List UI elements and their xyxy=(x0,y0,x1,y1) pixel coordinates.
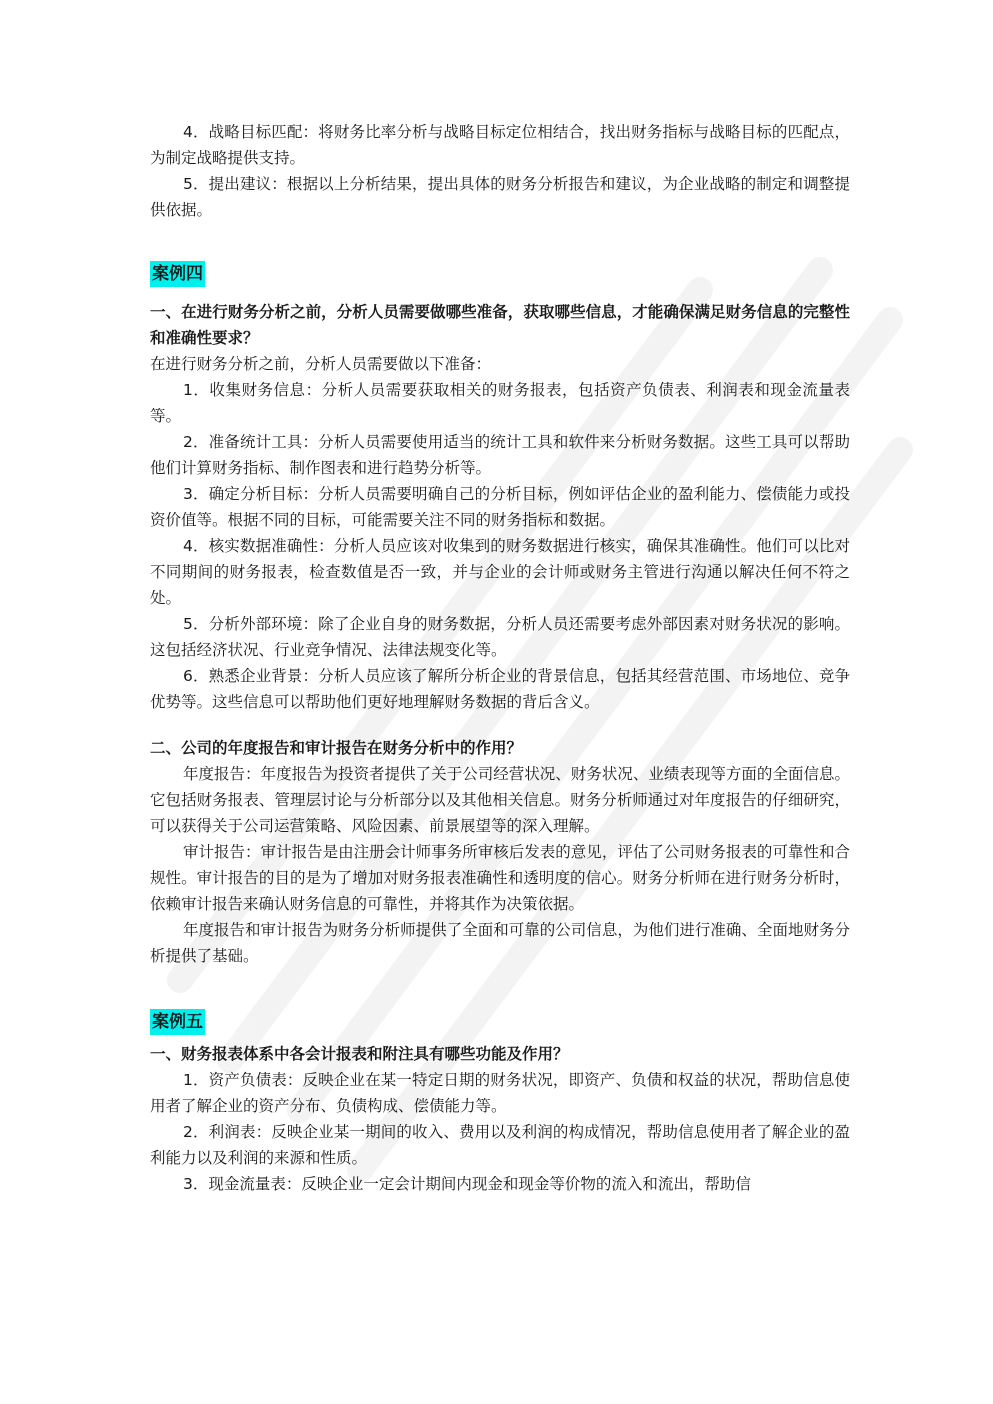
case4-q1-question: 一、在进行财务分析之前，分析人员需要做哪些准备，获取哪些信息，才能确保满足财务信息的完整性和准确性要求？ xyxy=(150,303,850,347)
case4-q1-item: 5．分析外部环境：除了企业自身的财务数据，分析人员还需要考虑外部因素对财务状况的影响。这包括经济状况、行业竞争情况、法律法规变化等。 xyxy=(150,615,850,659)
case5-q1-question: 一、财务报表体系中各会计报表和附注具有哪些功能及作用？ xyxy=(150,1045,569,1063)
case4-q1-item: 6．熟悉企业背景：分析人员应该了解所分析企业的背景信息，包括其经营范围、市场地位、竞争优势等。这些信息可以帮助他们更好地理解财务数据的背后含义。 xyxy=(150,667,850,711)
case4-q2-paragraph: 年度报告：年度报告为投资者提供了关于公司经营状况、财务状况、业绩表现等方面的全面信息。它包括财务报表、管理层讨论与分析部分以及其他相关信息。财务分析师通过对年度报告的仔细研究，可以获得关于公司运营策略、风险因素、前景展望等的深入理解。 xyxy=(150,765,850,835)
prev-item-5: 5．提出建议：根据以上分析结果，提出具体的财务分析报告和建议，为企业战略的制定和调整提供依据。 xyxy=(150,175,850,219)
case4-q2-paragraph: 年度报告和审计报告为财务分析师提供了全面和可靠的公司信息，为他们进行准确、全面地财务分析提供了基础。 xyxy=(150,921,850,965)
case5-heading: 案例五 xyxy=(150,1009,850,1035)
case5-q1-item: 3．现金流量表：反映企业一定会计期间内现金和现金等价物的流入和流出，帮助信 xyxy=(183,1175,751,1193)
case5-q1-item: 1．资产负债表：反映企业在某一特定日期的财务状况，即资产、负债和权益的状况，帮助信息使用者了解企业的资产分布、负债构成、偿债能力等。 xyxy=(150,1071,850,1115)
case4-q1-item: 2．准备统计工具：分析人员需要使用适当的统计工具和软件来分析财务数据。这些工具可以帮助他们计算财务指标、制作图表和进行趋势分析等。 xyxy=(150,433,850,477)
case4-q2-paragraph: 审计报告：审计报告是由注册会计师事务所审核后发表的意见，评估了公司财务报表的可靠性和合规性。审计报告的目的是为了增加对财务报表准确性和透明度的信心。财务分析师在进行财务分析时，依赖审计报告来确认财务信息的可靠性，并将其作为决策依据。 xyxy=(150,843,850,913)
case5-q1-item: 2．利润表：反映企业某一期间的收入、费用以及利润的构成情况，帮助信息使用者了解企业的盈利能力以及利润的来源和性质。 xyxy=(150,1123,850,1167)
case4-q1-item: 1．收集财务信息：分析人员需要获取相关的财务报表，包括资产负债表、利润表和现金流量表等。 xyxy=(150,381,850,425)
case4-q1-item: 3．确定分析目标：分析人员需要明确自己的分析目标，例如评估企业的盈利能力、偿债能力或投资价值等。根据不同的目标，可能需要关注不同的财务指标和数据。 xyxy=(150,485,850,529)
case4-q1-item: 4．核实数据准确性：分析人员应该对收集到的财务数据进行核实，确保其准确性。他们可以比对不同期间的财务报表，检查数值是否一致，并与企业的会计师或财务主管进行沟通以解决任何不符之处。 xyxy=(150,537,850,607)
prev-item-4: 4．战略目标匹配：将财务比率分析与战略目标定位相结合，找出财务指标与战略目标的匹配点，为制定战略提供支持。 xyxy=(150,123,850,167)
case4-q1-intro: 在进行财务分析之前，分析人员需要做以下准备： xyxy=(150,355,492,373)
case4-q2-question: 二、公司的年度报告和审计报告在财务分析中的作用？ xyxy=(150,739,523,757)
case4-heading: 案例四 xyxy=(150,261,850,287)
document-body xyxy=(150,119,850,1197)
